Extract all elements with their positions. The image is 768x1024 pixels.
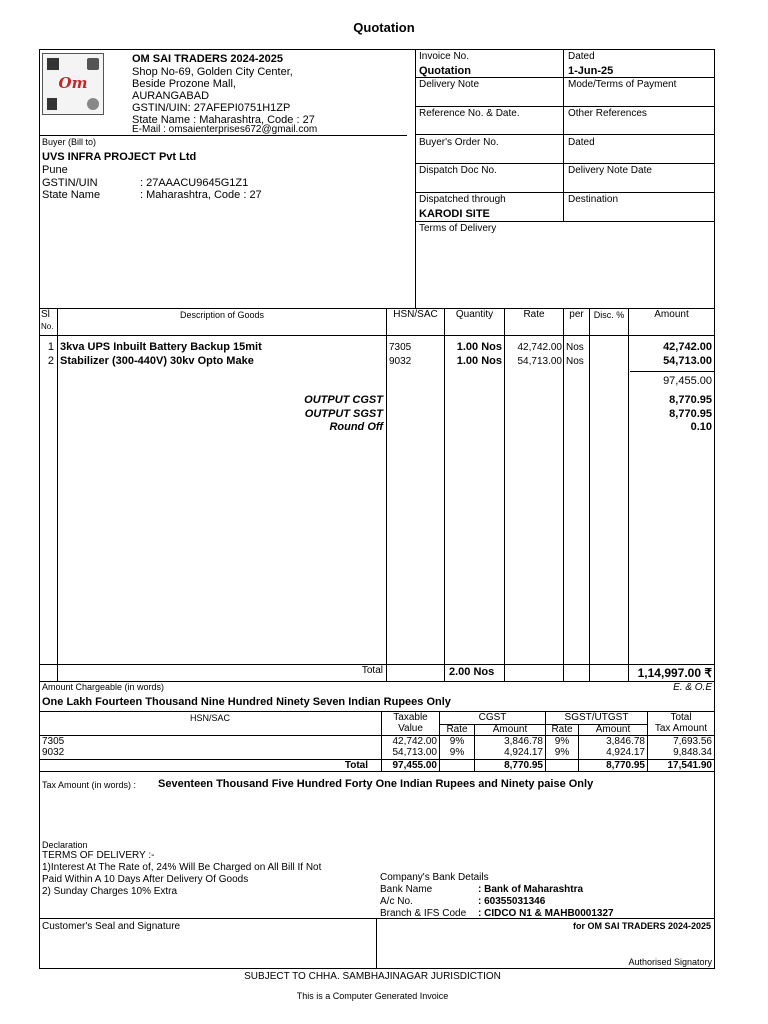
total-amount: 1,14,997.00 ₹	[637, 666, 712, 680]
declaration-line4: 2) Sunday Charges 10% Extra	[42, 886, 178, 897]
buyer-name: UVS INFRA PROJECT Pvt Ltd	[42, 151, 197, 163]
dispatch-doc-label: Dispatch Doc No.	[419, 165, 497, 176]
buyer-city: Pune	[42, 164, 68, 176]
seller-city: AURANGABAD	[132, 90, 210, 102]
col-per: per	[569, 309, 584, 320]
row-sl: 2	[47, 355, 54, 367]
reference-label: Reference No. & Date.	[419, 108, 520, 119]
bank-acc-value: : 60355031346	[478, 896, 546, 907]
tax-col-sgst-rate: Rate	[551, 724, 573, 735]
seller-name: OM SAI TRADERS 2024-2025	[132, 53, 283, 65]
row-amount: 54,713.00	[663, 355, 712, 367]
tax-col-cgst: CGST	[478, 712, 507, 723]
tax-col-sgst-amount: Amount	[595, 724, 631, 735]
tax-row-hsn: 7305	[42, 736, 65, 747]
row-per: Nos	[566, 342, 584, 353]
seller-address1: Shop No-69, Golden City Center,	[132, 66, 293, 78]
for-company-label: for OM SAI TRADERS 2024-2025	[572, 921, 711, 931]
bank-branch-label: Branch & IFS Code	[380, 908, 467, 919]
tax-total-amount: 17,541.90	[667, 760, 712, 771]
dated-label: Dated	[568, 51, 595, 62]
company-logo	[42, 53, 104, 115]
declaration-line2: 1)Interest At The Rate of, 24% Will Be Charged on All Bill If Not	[42, 862, 322, 873]
tax-row-sgst-amount: 4,924.17	[606, 747, 645, 758]
col-amount: Amount	[654, 309, 689, 320]
tax-amount-sgst: 8,770.95	[669, 408, 712, 420]
bank-name-label: Bank Name	[380, 884, 433, 895]
row-description: Stabilizer (300-440V) 30kv Opto Make	[60, 355, 254, 367]
col-sl: Sl	[41, 309, 50, 320]
declaration-line1: TERMS OF DELIVERY :-	[42, 850, 155, 861]
destination-label: Destination	[568, 194, 619, 205]
buyer-gstin-value: : 27AAACU9645G1Z1	[140, 177, 249, 189]
buyer-gstin-label: GSTIN/UIN	[42, 177, 98, 189]
col-disc: Disc. %	[593, 310, 625, 320]
declaration-label: Declaration	[42, 840, 88, 850]
tax-words-value: Seventeen Thousand Five Hundred Forty One Indian Rupees and Ninety paise Only	[158, 778, 594, 790]
tax-label-cgst: OUTPUT CGST	[304, 394, 383, 406]
tax-col-value: Value	[398, 723, 423, 734]
tax-col-total: Total	[670, 712, 692, 723]
tax-col-sgst: SGST/UTGST	[564, 712, 629, 723]
buyer-state-value: : Maharashtra, Code : 27	[140, 189, 262, 201]
dispatched-through-label: Dispatched through	[419, 194, 506, 205]
row-description: 3kva UPS Inbuilt Battery Backup 15mit	[60, 341, 262, 353]
tax-row-cgst-amount: 3,846.78	[504, 736, 543, 747]
bank-branch-value: : CIDCO N1 & MAHB0001327	[478, 908, 614, 919]
tax-row-sgst-rate: 9%	[554, 747, 570, 758]
tax-row-total: 7,693.56	[673, 736, 712, 747]
other-references-label: Other References	[568, 108, 647, 119]
total-label: Total	[361, 665, 383, 676]
total-quantity: 2.00 Nos	[449, 666, 495, 678]
seller-email: E-Mail : omsaienterprises672@gmail.com	[132, 124, 318, 135]
row-hsn: 9032	[389, 356, 412, 367]
tax-total-label: Total	[344, 760, 368, 771]
tax-label-sgst: OUTPUT SGST	[304, 408, 383, 420]
dated-value: 1-Jun-25	[568, 65, 614, 77]
round-off-label: Round Off	[329, 421, 383, 433]
logo-text: Om	[58, 74, 88, 92]
tax-row-cgst-rate: 9%	[449, 736, 465, 747]
col-no: No.	[41, 322, 54, 331]
tax-col-cgst-rate: Rate	[446, 724, 468, 735]
buyers-order-label: Buyer's Order No.	[419, 137, 499, 148]
eoe-label: E. & O.E	[673, 682, 712, 693]
terms-of-delivery-label: Terms of Delivery	[419, 223, 497, 234]
row-hsn: 7305	[389, 342, 412, 353]
col-description: Description of Goods	[179, 310, 265, 320]
row-amount: 42,742.00	[663, 341, 712, 353]
tax-col-taxable: Taxable	[393, 712, 428, 723]
page-title: Quotation	[353, 20, 415, 35]
tax-row-taxable: 42,742.00	[392, 736, 437, 747]
delivery-note-date-label: Delivery Note Date	[568, 165, 652, 176]
amount-words-label: Amount Chargeable (in words)	[42, 682, 165, 692]
delivery-note-label: Delivery Note	[419, 79, 480, 90]
logo-corner-icon	[87, 58, 99, 70]
tax-row-total: 9,848.34	[673, 747, 712, 758]
row-rate: 42,742.00	[517, 342, 562, 353]
row-rate: 54,713.00	[517, 356, 562, 367]
seller-gstin: GSTIN/UIN: 27AFEPI0751H1ZP	[132, 102, 291, 114]
bank-title: Company's Bank Details	[380, 872, 489, 883]
row-quantity: 1.00 Nos	[456, 355, 502, 367]
authorised-signatory-label: Authorised Signatory	[628, 957, 712, 967]
bank-name-value: : Bank of Maharashtra	[478, 884, 584, 895]
invoice-no-value: Quotation	[419, 65, 471, 77]
logo-corner-icon	[87, 98, 99, 110]
tax-col-hsn: HSN/SAC	[189, 713, 230, 723]
logo-corner-icon	[47, 98, 57, 110]
seller-state: State Name : Maharashtra, Code : 27	[132, 114, 315, 126]
tax-col-total-amount: Tax Amount	[654, 723, 708, 734]
tax-total-sgst: 8,770.95	[606, 760, 645, 771]
amount-words-value: One Lakh Fourteen Thousand Nine Hundred Ninety Seven Indian Rupees Only	[42, 696, 451, 708]
dated2-label: Dated	[568, 137, 595, 148]
bank-acc-label: A/c No.	[380, 896, 413, 907]
row-quantity: 1.00 Nos	[456, 341, 502, 353]
tax-total-taxable: 97,455.00	[392, 760, 437, 771]
buyer-state-label: State Name	[42, 189, 101, 201]
subtotal-amount: 97,455.00	[663, 375, 712, 387]
invoice-no-label: Invoice No.	[419, 51, 470, 62]
tax-row-cgst-rate: 9%	[449, 747, 465, 758]
col-quantity: Quantity	[455, 309, 494, 320]
jurisdiction-note: SUBJECT TO CHHA. SAMBHAJINAGAR JURISDICTION	[244, 971, 501, 982]
row-per: Nos	[566, 356, 584, 367]
col-hsn: HSN/SAC	[393, 309, 438, 320]
buyer-label: Buyer (Bill to)	[42, 137, 97, 147]
seller-address2: Beside Prozone Mall,	[132, 78, 236, 90]
tax-row-hsn: 9032	[42, 747, 65, 758]
declaration-line3: Paid Within A 10 Days After Delivery Of Goods	[42, 874, 249, 885]
tax-row-cgst-amount: 4,924.17	[504, 747, 543, 758]
row-sl: 1	[47, 341, 54, 353]
tax-row-taxable: 54,713.00	[392, 747, 437, 758]
tax-words-label: Tax Amount (in words) :	[42, 780, 137, 790]
computer-generated-note: This is a Computer Generated Invoice	[296, 991, 449, 1001]
tax-total-cgst: 8,770.95	[504, 760, 543, 771]
dispatched-through-value: KARODI SITE	[419, 208, 490, 220]
tax-amount-cgst: 8,770.95	[669, 394, 712, 406]
tax-row-sgst-amount: 3,846.78	[606, 736, 645, 747]
customer-seal-label: Customer's Seal and Signature	[42, 921, 181, 932]
tax-row-sgst-rate: 9%	[554, 736, 570, 747]
tax-col-cgst-amount: Amount	[492, 724, 528, 735]
col-rate: Rate	[523, 309, 545, 320]
mode-terms-label: Mode/Terms of Payment	[568, 79, 677, 90]
round-off-amount: 0.10	[690, 421, 712, 433]
logo-corner-icon	[47, 58, 59, 70]
